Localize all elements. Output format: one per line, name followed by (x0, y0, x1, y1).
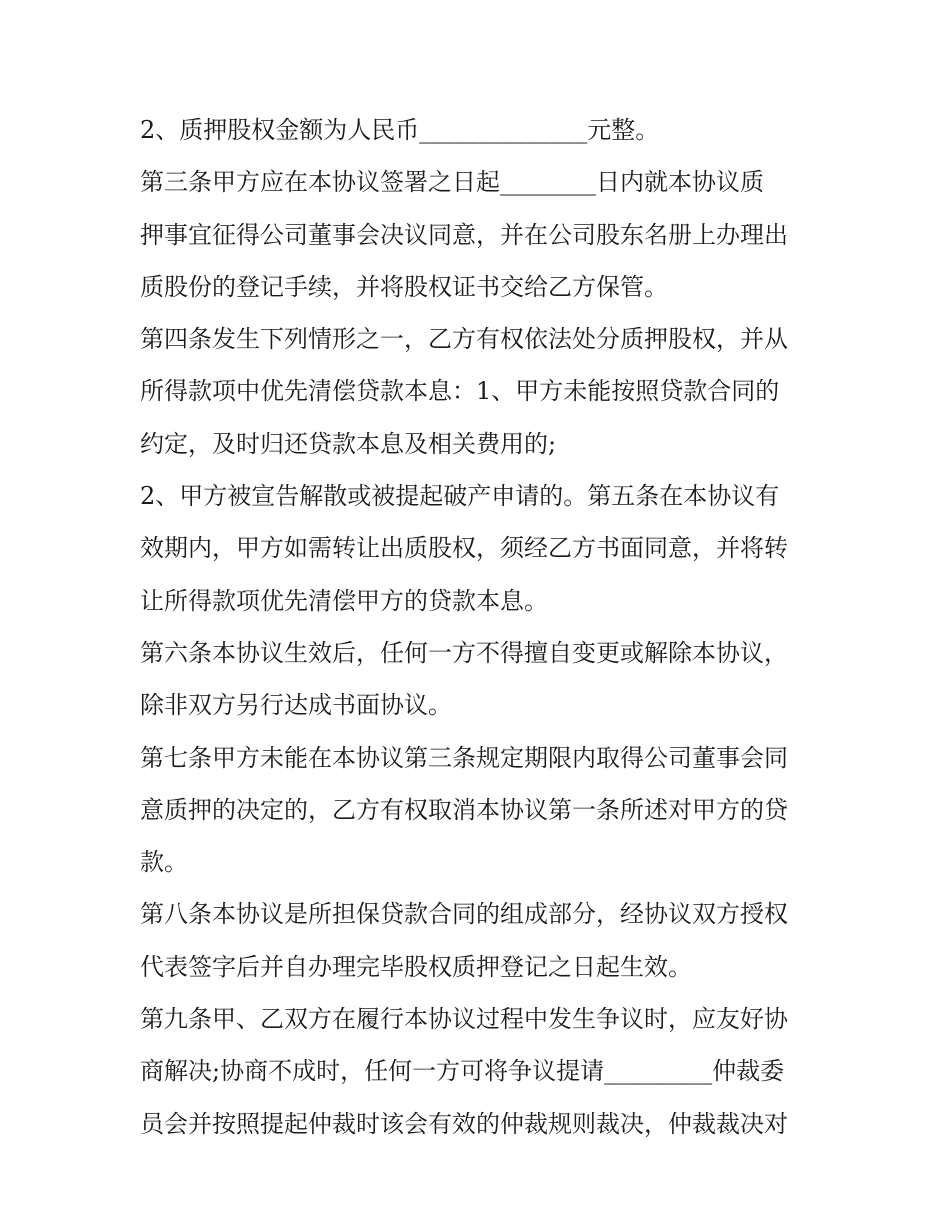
text-line: 押事宜征得公司董事会决议同意，并在公司股东名册上办理出 (140, 220, 788, 249)
text-line: 所得款项中优先清偿贷款本息：1、甲方未能按照贷款合同的 (140, 377, 780, 406)
text-line: 第九条甲、乙双方在履行本协议过程中发生争议时，应友好协 (140, 1005, 788, 1034)
text-line: 款。 (140, 848, 188, 877)
text-line: 第七条甲方未能在本协议第三条规定期限内取得公司董事会同 (140, 743, 788, 772)
document-body (140, 104, 830, 1150)
text-line: 第四条发生下列情形之一，乙方有权依法处分质押股权，并从 (140, 325, 788, 354)
text-line: 让所得款项优先清偿甲方的贷款本息。 (140, 586, 548, 615)
text-line: 意质押的决定的，乙方有权取消本协议第一条所述对甲方的贷 (140, 795, 788, 824)
text-line: 代表签字后并自办理完毕股权质押登记之日起生效。 (140, 952, 692, 981)
text-line: 第三条甲方应在本协议签署之日起________日内就本协议质 (140, 168, 764, 197)
text-line: 2、质押股权金额为人民币______________元整。 (140, 116, 660, 144)
text-line: 效期内，甲方如需转让出质股权，须经乙方书面同意，并将转 (140, 534, 788, 563)
text-line: 第八条本协议是所担保贷款合同的组成部分，经协议双方授权 (140, 900, 788, 929)
text-line: 约定，及时归还贷款本息及相关费用的; (140, 429, 557, 458)
text-line: 第六条本协议生效后，任何一方不得擅自变更或解除本协议， (140, 638, 788, 667)
text-line: 员会并按照提起仲裁时该会有效的仲裁规则裁决，仲裁裁决对 (140, 1109, 788, 1138)
text-line: 质股份的登记手续，并将股权证书交给乙方保管。 (140, 272, 668, 301)
text-line: 2、甲方被宣告解散或被提起破产申请的。第五条在本协议有 (140, 482, 780, 511)
text-line: 商解决;协商不成时，任何一方可将争议提请_________仲裁委 (140, 1057, 785, 1086)
text-line: 除非双方另行达成书面协议。 (140, 691, 452, 720)
